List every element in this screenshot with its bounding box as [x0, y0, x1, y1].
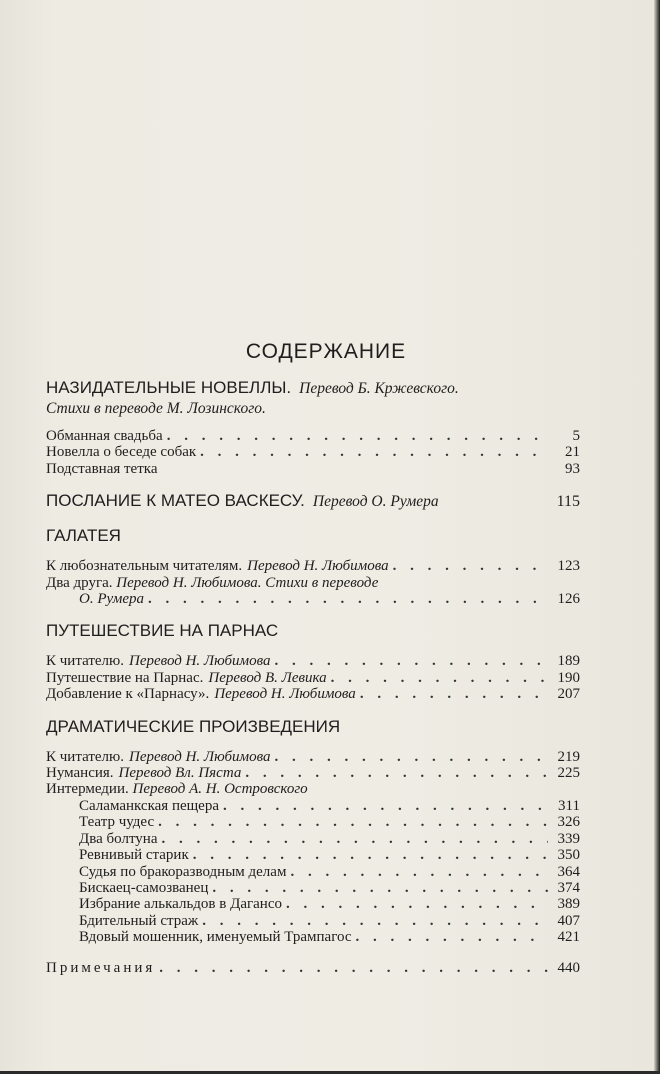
- entry-title: Обманная свадьба: [46, 428, 163, 444]
- entry-title: К читателю.: [46, 653, 124, 670]
- dot-leader: [360, 686, 548, 702]
- dot-leader: [245, 765, 548, 781]
- page-number: 339: [557, 830, 580, 847]
- entry-translator-cont: О. Румера: [79, 591, 145, 608]
- page-number: 5: [572, 428, 580, 444]
- section-heading-drama: [46, 717, 580, 737]
- entry-translator: Перевод В. Левика: [208, 669, 327, 686]
- page-number: 421: [557, 929, 580, 946]
- dot-leader: [223, 798, 548, 814]
- entry-title: Вдовый мошенник, именуемый Трампагос: [79, 929, 352, 946]
- page-number: 364: [557, 863, 580, 880]
- section-title: ГАЛАТЕЯ: [46, 526, 121, 546]
- page-number: 123: [557, 558, 580, 575]
- dot-leader: [286, 896, 548, 912]
- toc-entry-interlude[interactable]: [46, 913, 580, 929]
- page-number: 440: [557, 959, 580, 976]
- page-number: 115: [556, 493, 580, 511]
- dot-leader: [200, 444, 548, 460]
- toc-entry[interactable]: [46, 444, 580, 460]
- page-number: 350: [557, 847, 580, 864]
- entry-title: Два друга.: [46, 574, 113, 591]
- entry-title: К читателю.: [46, 748, 124, 765]
- page-number: 93: [565, 460, 580, 477]
- table-of-contents: [46, 340, 580, 976]
- page-number: 225: [557, 765, 580, 782]
- section-heading-novels: [46, 378, 580, 399]
- toc-entry[interactable]: [46, 670, 580, 686]
- entry-title: Новелла о беседе собак: [46, 444, 197, 461]
- dot-leader: [158, 814, 548, 830]
- section-title: ДРАМАТИЧЕСКИЕ ПРОИЗВЕДЕНИЯ: [46, 716, 341, 736]
- toc-entry-interlude[interactable]: [46, 847, 580, 863]
- toc-entry[interactable]: [46, 653, 580, 669]
- entry-title: Добавление к «Парнасу».: [46, 686, 210, 703]
- section-heading-letter[interactable]: [46, 491, 580, 512]
- entry-title: Путешествие на Парнас.: [46, 669, 204, 686]
- section-title: ПОСЛАНИЕ К МАТЕО ВАСКЕСУ.: [46, 491, 305, 511]
- entry-title: Интермедии.: [46, 781, 129, 798]
- page-number: 407: [557, 912, 580, 929]
- entry-title: Бискаец-самозванец: [79, 879, 209, 896]
- toc-entry-continuation[interactable]: [46, 591, 580, 607]
- toc-entry-wrapped[interactable]: [46, 575, 580, 591]
- entry-translator: Перевод А. Н. Островского: [132, 781, 308, 798]
- entry-title: Подставная тетка: [46, 460, 158, 477]
- entry-title: Примечания: [46, 959, 156, 976]
- dot-leader: [193, 847, 548, 863]
- toc-entry[interactable]: [46, 461, 580, 477]
- toc-entry-interludes[interactable]: [46, 781, 580, 797]
- toc-entry-interlude[interactable]: [46, 864, 580, 880]
- page-number: 190: [557, 669, 580, 686]
- toc-entry-interlude[interactable]: [46, 880, 580, 896]
- dot-leader: [275, 749, 549, 765]
- entry-translator: Перевод Н. Любимова: [129, 653, 271, 670]
- entry-title: Саламанкская пещера: [79, 797, 220, 814]
- entry-title: Ревнивый старик: [79, 847, 189, 864]
- page-number: 326: [557, 814, 580, 831]
- dot-leader: [356, 929, 548, 945]
- entry-translator: Перевод Н. Любимова: [214, 686, 356, 703]
- section-translator: Перевод Б. Кржевского.: [299, 380, 459, 397]
- entry-translator: Перевод Н. Любимова. Стихи в переводе: [116, 574, 379, 591]
- entry-title: Избрание алькальдов в Дагансо: [79, 896, 282, 913]
- dot-leader: [212, 880, 548, 896]
- entry-title: Театр чудес: [79, 814, 155, 831]
- page-number: 389: [557, 896, 580, 913]
- dot-leader: [148, 591, 548, 607]
- page-title: СОДЕРЖАНИЕ: [245, 340, 407, 363]
- page-number: 219: [557, 748, 580, 765]
- dot-leader: [275, 653, 549, 669]
- entry-title: Судья по бракоразводным делам: [79, 863, 287, 880]
- dot-leader: [159, 960, 548, 976]
- toc-entry-interlude[interactable]: [46, 896, 580, 912]
- interludes-list: [46, 798, 580, 946]
- toc-entry[interactable]: [46, 428, 580, 444]
- dot-leader: [162, 831, 549, 847]
- page-number: 207: [557, 686, 580, 703]
- section-subline: Стихи в переводе М. Лозинского.: [46, 400, 266, 417]
- page-number: 21: [565, 444, 580, 461]
- section-title: НАЗИДАТЕЛЬНЫЕ НОВЕЛЛЫ.: [46, 378, 292, 397]
- page-number: 126: [557, 591, 580, 608]
- dot-leader: [290, 864, 548, 880]
- section-title: ПУТЕШЕСТВИЕ НА ПАРНАС: [46, 621, 279, 641]
- dot-leader: [393, 558, 548, 574]
- page-number: 189: [557, 653, 580, 670]
- dot-leader: [167, 428, 548, 444]
- dot-leader: [331, 670, 548, 686]
- toc-entry[interactable]: [46, 686, 580, 702]
- toc-entry-interlude[interactable]: [46, 929, 580, 945]
- page-number: 311: [558, 797, 580, 814]
- entry-title: К любознательным читателям.: [46, 558, 243, 575]
- page-number: 374: [557, 879, 580, 896]
- toc-entry[interactable]: [46, 558, 580, 574]
- toc-entry-notes[interactable]: [46, 960, 580, 976]
- section-heading-parnassus: [46, 621, 580, 641]
- toc-entry[interactable]: [46, 749, 580, 765]
- toc-entry-interlude[interactable]: [46, 798, 580, 814]
- entry-translator: Перевод Вл. Пяста: [118, 765, 242, 782]
- entry-title: Бдительный страж: [79, 912, 199, 929]
- entry-translator: Перевод Н. Любимова: [247, 558, 389, 575]
- section-translator: Перевод О. Румера: [312, 493, 439, 511]
- dot-leader: [202, 913, 548, 929]
- section-heading-galatea: [46, 526, 580, 546]
- page-edge-right: [654, 0, 660, 1074]
- toc-entry-interlude[interactable]: [46, 814, 580, 830]
- toc-entry-interlude[interactable]: [46, 831, 580, 847]
- toc-entry[interactable]: [46, 765, 580, 781]
- entry-title: Два болтуна: [79, 830, 158, 847]
- entry-translator: Перевод Н. Любимова: [129, 748, 271, 765]
- entry-title: Нумансия.: [46, 765, 114, 782]
